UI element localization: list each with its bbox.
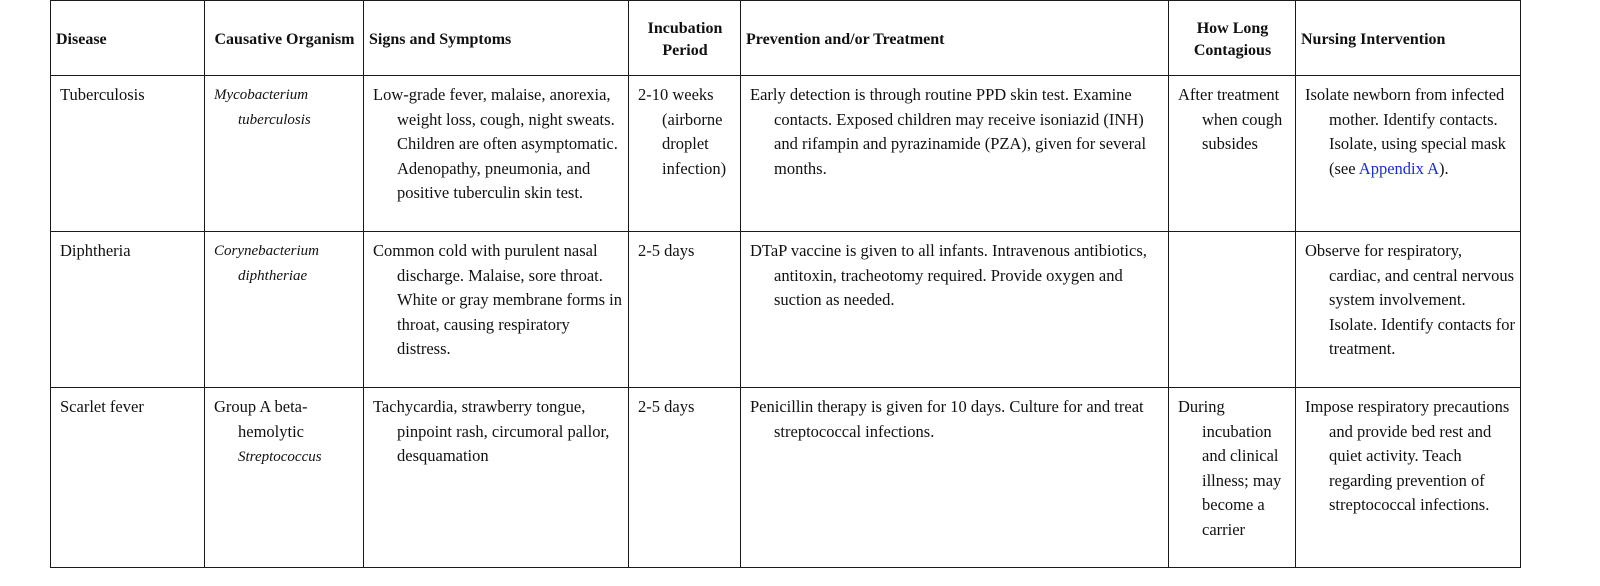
- incubation-text: 2-5 days: [638, 397, 695, 416]
- cell-contagious: [1169, 388, 1296, 568]
- contagious-text: After treatment when cough subsides: [1178, 85, 1283, 153]
- contagious-text: During incubation and clinical illness; may become a carrier: [1178, 397, 1282, 539]
- cell-organism: [205, 388, 364, 568]
- header-row: [51, 1, 1521, 76]
- table-row: [51, 388, 1521, 568]
- nursing-text-suffix: ).: [1439, 158, 1449, 178]
- cell-contagious: [1169, 76, 1296, 232]
- header-disease: Disease: [51, 1, 205, 76]
- cell-signs: [364, 232, 629, 388]
- cell-disease: [51, 232, 205, 388]
- disease-table: [50, 0, 1521, 568]
- header-signs: Signs and Symptoms: [364, 1, 629, 76]
- nursing-text: [1305, 83, 1516, 181]
- disease-name: Diphtheria: [60, 241, 131, 260]
- header-organism: Causative Organism: [205, 1, 364, 76]
- table-row: [51, 76, 1521, 232]
- signs-text: Low-grade fever, malaise, anorexia, weight loss, cough, night sweats. Children are often asymptomatic. Adenopathy, pneumonia, and positive tuberculin skin test.: [373, 85, 618, 202]
- cell-nursing: [1296, 232, 1521, 388]
- cell-nursing: [1296, 76, 1521, 232]
- cell-disease: [51, 76, 205, 232]
- disease-name: Tuberculosis: [60, 85, 145, 104]
- organism-name-italic: Streptococcus: [238, 449, 322, 465]
- header-prevention: Prevention and/or Treatment: [741, 1, 1169, 76]
- cell-prevention: [741, 232, 1169, 388]
- cell-prevention: [741, 388, 1169, 568]
- disease-name: Scarlet fever: [60, 397, 144, 416]
- nursing-text-prefix: Isolate newborn from infected mother. Identify contacts. Isolate, using special mask (see: [1305, 85, 1506, 178]
- header-contagious: How Long Contagious: [1169, 1, 1296, 76]
- signs-text: Tachycardia, strawberry tongue, pinpoint rash, circumoral pallor, desquamation: [373, 397, 610, 465]
- header-nursing: Nursing Intervention: [1296, 1, 1521, 76]
- cell-prevention: [741, 76, 1169, 232]
- prevention-text: Penicillin therapy is given for 10 days. Culture for and treat streptococcal infections.: [750, 397, 1144, 441]
- cell-signs: [364, 76, 629, 232]
- cell-disease: [51, 388, 205, 568]
- nursing-text: Observe for respiratory, cardiac, and central nervous system involvement. Isolate. Identify contacts for treatment.: [1305, 241, 1516, 358]
- prevention-text: DTaP vaccine is given to all infants. Intravenous antibiotics, antitoxin, tracheotomy required. Provide oxygen and suction as needed.: [750, 241, 1147, 309]
- prevention-text: Early detection is through routine PPD skin test. Examine contacts. Exposed children may receive isoniazid (INH) and rifampin and pyrazinamide (PZA), given for several months.: [750, 85, 1147, 178]
- organism-name-plain: Group A beta-hemolytic: [214, 397, 308, 441]
- nursing-text: Impose respiratory precautions and provide bed rest and quiet activity. Teach regarding prevention of streptococcal infections.: [1305, 397, 1510, 514]
- appendix-a-link[interactable]: Appendix A: [1358, 158, 1439, 178]
- cell-incubation: [629, 388, 741, 568]
- cell-incubation: [629, 76, 741, 232]
- organism-name: [214, 395, 359, 470]
- organism-name: Mycobacterium tuberculosis: [214, 87, 311, 128]
- cell-incubation: [629, 232, 741, 388]
- cell-organism: [205, 76, 364, 232]
- cell-signs: [364, 388, 629, 568]
- signs-text: Common cold with purulent nasal discharge. Malaise, sore throat. White or gray membrane forms in throat, causing respiratory distress.: [373, 241, 622, 358]
- organism-name: Corynebacterium diphtheriae: [214, 243, 319, 284]
- cell-contagious: [1169, 232, 1296, 388]
- incubation-text: 2-10 weeks (airborne droplet infection): [638, 85, 727, 178]
- cell-organism: [205, 232, 364, 388]
- header-incubation: Incubation Period: [629, 1, 741, 76]
- table-row: [51, 232, 1521, 388]
- incubation-text: 2-5 days: [638, 241, 695, 260]
- cell-nursing: [1296, 388, 1521, 568]
